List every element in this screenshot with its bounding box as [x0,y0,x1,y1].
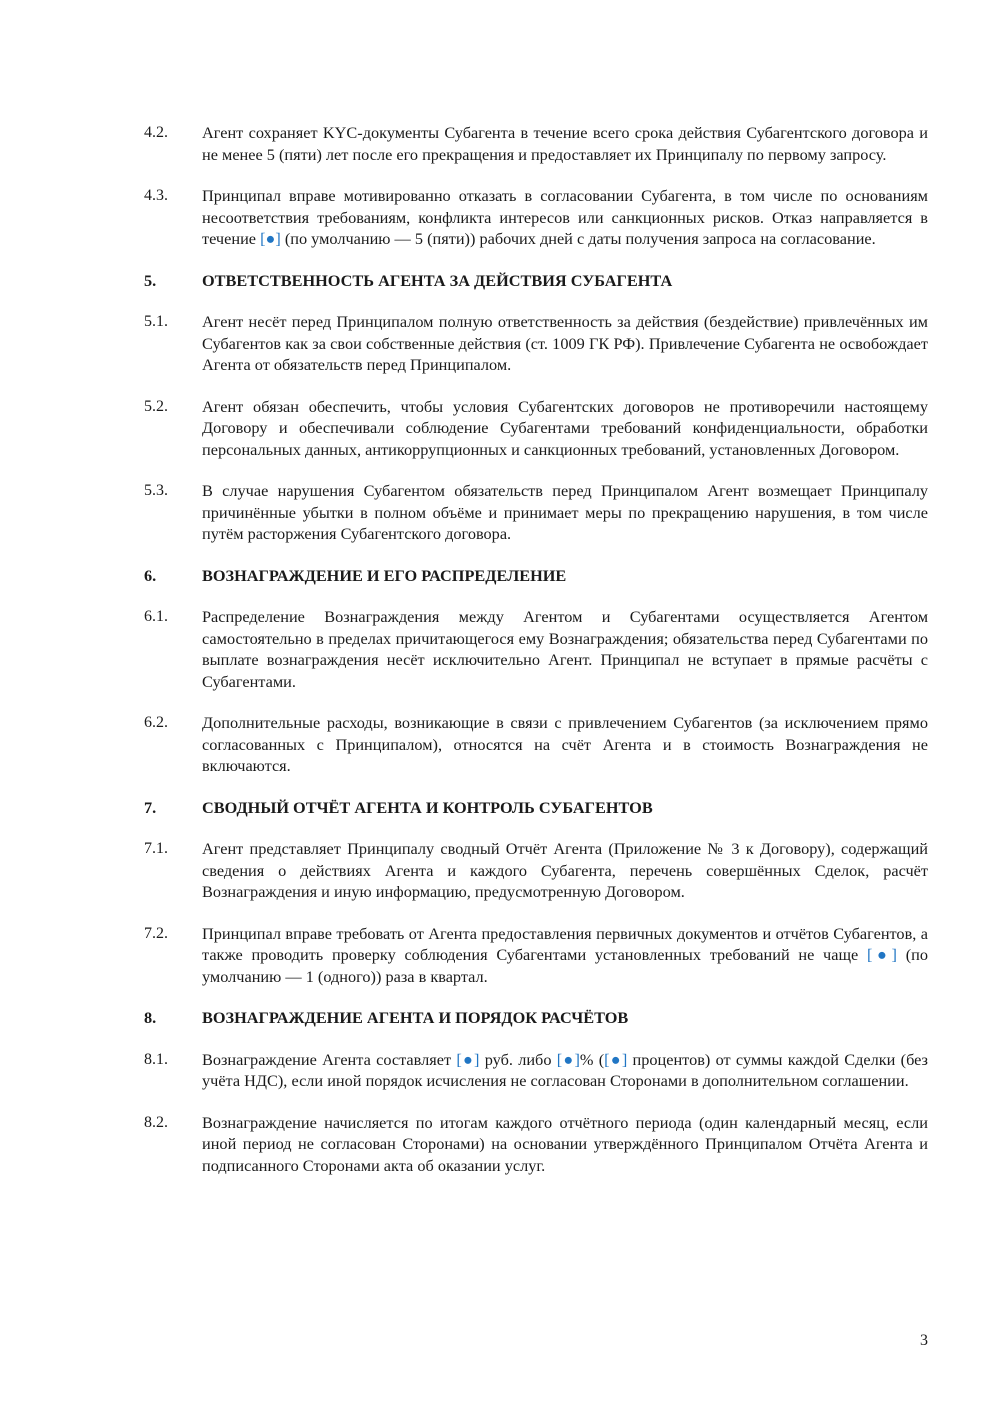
clause-text: Агент обязан обеспечить, чтобы условия Субагентских договоров не противоречили настоящему Договору и обеспечивали соблюдение Субагентами требований конфиденциальности, обработки персональных данных, антикоррупционных и санкционных требований, установленных Договором. [202,396,928,459]
placeholder-field: [●] [456,1049,480,1069]
clause-text-fragment: Принципал вправе мотивированно отказать в согласовании Субагента, в том числе по основаниям несоответствия требованиям, конфликта интересов или санкционных рисков. Отказ направляется в течение [202,186,928,248]
section-number: 8. [144,1008,157,1027]
clause-5-1 [144,311,928,376]
clause-6-1 [144,606,928,692]
clause-text-fragment: (по умолчанию — 5 (пяти)) рабочих дней с даты получения запроса на согласование. [280,229,876,248]
clause-text: Вознаграждение начисляется по итогам каждого отчётного периода (один календарный месяц, если иной период не согласован Сторонами) на основании утверждённого Принципалом Отчёта Агента и подписанного Сторонами акта об оказании услуг. [202,1112,928,1175]
placeholder-field: [●] [260,229,281,248]
clause-number: 8.2. [144,1113,168,1131]
clause-text: Агент представляет Принципалу сводный Отчёт Агента (Приложение № 3 к Договору), содержащий сведения о действиях Агента и каждого Субагента, перечень совершённых Сделок, расчёт Вознаграждения и иную информацию, предусмотренную Договором. [202,839,928,901]
clause-text-fragment: руб. либо [479,1049,557,1069]
clause-text: Распределение Вознаграждения между Агентом и Субагентами осуществляется Агентом самостоятельно в пределах причитающегося ему Вознаграждения; обязательства перед Субагентами по выплате вознаграждения несёт исключительно Агент. Принципал не вступает в прямые расчёты с Субагентами. [202,607,928,691]
clause-text [202,185,928,250]
clause-number: 4.3. [144,187,168,204]
clause-number: 4.2. [144,124,168,141]
clause-text [202,923,928,988]
clause-number: 5.3. [144,482,168,499]
section-heading [144,1007,928,1029]
clause-7-2 [144,923,928,988]
clause-7-1 [144,838,928,903]
clause-number: 7.1. [144,840,168,857]
clause-8-2 [144,1112,928,1177]
section-title: ВОЗНАГРАЖДЕНИЕ АГЕНТА И ПОРЯДОК РАСЧЁТОВ [202,1008,629,1027]
clause-text [202,1049,928,1092]
clause-6-2 [144,712,928,777]
document-body [144,122,928,1196]
clause-text: Дополнительные расходы, возникающие в связи с привлечением Субагентов (за исключением прямо согласованных с Принципалом), относятся на счёт Агента и в стоимость Вознаграждения не включаются. [202,713,928,775]
section-number: 7. [144,797,157,817]
clause-4-3 [144,185,928,250]
clause-number: 6.2. [144,714,168,731]
placeholder-field: [●] [866,945,897,964]
section-heading [144,565,928,587]
clause-text-fragment: Принципал вправе требовать от Агента предоставления первичных документов и отчётов Субагентов, а также проводить проверку соблюдения Субагентами установленных требований не чаще [202,923,928,964]
clause-5-3 [144,480,928,545]
clause-5-2 [144,396,928,461]
clause-text: В случае нарушения Субагентом обязательств перед Принципалом Агент возмещает Принципалу причинённые убытки в полном объёме и принимает меры по прекращению нарушения, в том числе путём расторжения Субагентского договора. [202,481,928,543]
clause-number: 8.1. [144,1050,168,1068]
placeholder-field: [●] [556,1049,580,1069]
section-title: ВОЗНАГРАЖДЕНИЕ И ЕГО РАСПРЕДЕЛЕНИЕ [202,565,567,585]
clause-number: 5.2. [144,397,168,415]
section-heading [144,270,928,292]
page-number: 3 [920,1332,928,1349]
clause-number: 7.2. [144,924,168,942]
section-number: 6. [144,565,157,585]
clause-text-fragment: Вознаграждение Агента составляет [202,1049,457,1069]
clause-8-1 [144,1049,928,1092]
clause-text-fragment: % ( [579,1049,605,1069]
section-heading [144,797,928,819]
clause-4-2 [144,122,928,165]
clause-text: Агент сохраняет KYC-документы Субагента в течение всего срока действия Субагентского договора и не менее 5 (пяти) лет после его прекращения и предоставляет их Принципалу по первому запросу. [202,123,928,164]
section-title: ОТВЕТСТВЕННОСТЬ АГЕНТА ЗА ДЕЙСТВИЯ СУБАГЕНТА [202,270,673,290]
section-title: СВОДНЫЙ ОТЧЁТ АГЕНТА И КОНТРОЛЬ СУБАГЕНТОВ [202,797,653,817]
placeholder-field: [●] [604,1049,628,1069]
clause-number: 6.1. [144,608,168,625]
clause-text-fragment: (по умолчанию — 1 (одного)) раза в квартал. [202,945,928,986]
section-number: 5. [144,270,157,290]
clause-text: Агент несёт перед Принципалом полную ответственность за действия (бездействие) привлечённых им Субагентов как за свои собственные действия (ст. 1009 ГК РФ). Привлечение Субагента не освобождает Агента от обязательств перед Принципалом. [202,312,928,374]
clause-number: 5.1. [144,313,168,330]
clause-text-fragment: процентов) от суммы каждой Сделки (без учёта НДС), если иной порядок исчисления не согласован Сторонами в дополнительном соглашении. [202,1049,928,1090]
